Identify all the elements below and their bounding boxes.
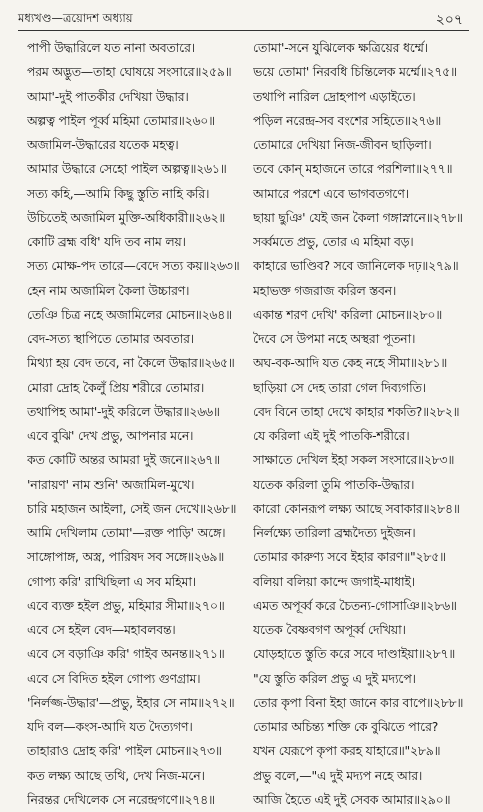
verse-line: যতেক করিলা তুমি পাতকি-উদ্ধার। xyxy=(253,476,415,492)
verse-line: মহাভক্ত গজরাজ করিল স্তবন। xyxy=(253,282,397,298)
right-column xyxy=(253,36,479,812)
verse-line: যদি বল—কংস-আদি যত দৈত্যগণ। xyxy=(27,719,193,734)
verse-line: আমারে পরশে এবে ভাগবতগণে। xyxy=(253,185,409,201)
verse-line: পড়িল নরেন্দ্র-সব বংশের সহিতে॥২৭৬॥ xyxy=(253,112,442,128)
verse-line: তাহারাও দ্রোহ করি' পাইল মোচন॥২৭৩॥ xyxy=(27,743,222,759)
verse-line: কোটি ব্রহ্ম বধি' যদি তব নাম লয়। xyxy=(27,234,186,249)
verse-line: ভয়ে তোমা' নিরবধি চিন্তিলেক মর্ম্মে॥২৭৫॥ xyxy=(253,64,457,80)
verse-line: এবে বুঝি' দেখ প্রভু, আপনার মনে। xyxy=(27,428,194,443)
verse-line: আমি দেখিলাম তোমা'—রক্ত পাড়ি' অঙ্গে। xyxy=(27,525,226,540)
verse-line: যে করিলা এই দুই পাতকি-শরীরে। xyxy=(253,428,410,443)
running-title: মধ্যখণ্ড—ত্রয়োদশ অধ্যায় xyxy=(18,11,133,25)
verse-line: পরম অদ্ভুত—তাহা ঘোষয়ে সংসারে॥২৫৯॥ xyxy=(27,64,232,80)
verse-line: মোরা দ্রোহ কৈলুঁ প্রিয় শরীরে তোমার। xyxy=(27,379,205,395)
verse-line: সত্য কহি,—আমি কিছু স্তুতি নাহি করি। xyxy=(27,185,210,201)
left-column xyxy=(27,36,245,812)
verse-line: তোমার কারুণ্য সবে ইহার কারণ॥"২৮৫॥ xyxy=(253,549,446,565)
verse-line: এবে ব্যক্ত হইল প্রভু, মহিমার সীমা॥২৭০॥ xyxy=(27,597,225,613)
verse-line: তোমা'-সনে যুঝিলেক ক্ষত্রিয়ের ধর্ম্মে। xyxy=(253,40,428,55)
verse-line: অজামিল-উদ্ধারের যতেক মহত্ব। xyxy=(27,137,179,152)
verse-line: সাক্ষাতে দেখিল ইহা সকল সংসারে॥২৮৩॥ xyxy=(253,452,455,468)
verse-line: আমার উদ্ধারে সেহো পাইল অল্পত্ব॥২৬১॥ xyxy=(27,161,227,177)
verse-line: উচিতেই অজামিল মুক্তি-অধিকারী॥২৬২॥ xyxy=(27,209,226,225)
verse-line: এবে সে বড়াঞি করি' গাইব অনন্ত॥২৭১॥ xyxy=(27,646,225,662)
verse-line: বেদ বিনে তাহা দেখে কাহার শকতি?॥২৮২॥ xyxy=(253,403,460,419)
page-number: ২০৭ xyxy=(435,12,463,28)
verse-line: তোমার অচিন্ত্য শক্তি কে বুঝিতে পারে? xyxy=(253,719,439,734)
verse-line: চারি মহাজন আইলা, সেই জন দেখে॥২৬৮॥ xyxy=(27,500,237,516)
verse-line: যখন যেরূপে কৃপা করহ যাহারে॥"২৮৯॥ xyxy=(253,743,441,759)
verse-line: তেঞি চিত্র নহে অজামিলের মোচন॥২৬৪॥ xyxy=(27,306,232,322)
verse-line: অল্পত্ব পাইল পূর্ব্ব মহিমা তোমার॥২৬০॥ xyxy=(27,112,215,128)
verse-line: যোড়হাতে স্তুতি করে সবে দাণ্ডাইয়া॥২৮৭॥ xyxy=(253,646,456,662)
verse-line: একান্ত শরণ দেখি' করিলা মোচন॥২৮০॥ xyxy=(253,306,443,322)
verse-line: প্রভু বলে,—"এ দুই মদ্যপ নহে আর। xyxy=(253,767,423,783)
verse-line: বেদ-সত্য স্থাপিতে তোমার অবতার। xyxy=(27,331,194,346)
verse-line: তথাপিহ আমা'-দুই করিলে উদ্ধার॥২৬৬॥ xyxy=(27,403,220,419)
verse-line: বলিয়া বলিয়া কান্দে জগাই-মাধাই। xyxy=(253,573,415,589)
verse-line: কত কোটি অন্তর আমরা দুই জনে॥২৬৭॥ xyxy=(27,452,220,468)
verse-line: আজি হৈতে এই দুই সেবক আমার॥২৯০॥ xyxy=(253,791,451,807)
verse-line: পাপী উদ্ধারিলে যত নানা অবতারে। xyxy=(27,40,195,55)
verse-line: হেন নাম অজামিল কৈলা উচ্চারণ। xyxy=(27,282,190,298)
verse-line: যতেক বৈষ্ণবগণ অপূর্ব্ব দেখিয়া। xyxy=(253,622,406,637)
verse-line: তথাপি নারিল দ্রোহপাপ এড়াইতে। xyxy=(253,88,416,104)
verse-line: ছায়া ছুঞি' যেই জন কৈলা গঙ্গাস্নানে॥২৭৮॥ xyxy=(253,209,463,225)
verse-line: সত্য মোক্ষ-পদ তারে—বেদে সত্য কয়॥২৬৩॥ xyxy=(27,258,240,274)
verse-line: "যে স্তুতি করিল প্রভু এ দুই মদ্যপে। xyxy=(253,670,416,686)
verse-line: অঘ-বক-আদি যত কেহ নহে সীমা॥২৮১॥ xyxy=(253,355,448,371)
verse-line: ছাড়িয়া সে দেহ তারা গেল দিব্যগতি। xyxy=(253,379,426,395)
verse-line: কাহারে ভাণ্ডিব? সবে জানিলেক দঢ়॥২৭৯॥ xyxy=(253,258,459,274)
verse-line: এবে সে হইল বেদ—মহাবলবন্ত। xyxy=(27,622,176,637)
verse-line: সর্ব্বমতে প্রভু, তোর এ মহিমা বড়। xyxy=(253,234,414,249)
verse-line: এবে সে বিদিত হইল গোপ্য গুণগ্রাম। xyxy=(27,670,201,686)
verse-line: এমত অপূর্ব্ব করে চৈতন্য-গোসাঞি॥২৮৬॥ xyxy=(253,597,457,613)
verse-line: নিরন্তর দেখিলেক সে নরেন্দ্রগণে॥২৭৪॥ xyxy=(27,791,215,807)
verse-line: গোপ্য করি' রাখিছিলা এ সব মহিমা। xyxy=(27,573,196,589)
verse-line: আমা'-দুই পাতকীর দেখিয়া উদ্ধার। xyxy=(27,88,189,104)
verse-line: সাঙ্গোপাঙ্গ, অস্ত্র, পারিষদ সব সঙ্গে॥২৬৯॥ xyxy=(27,549,225,565)
verse-line: দৈবে সে উপমা নহে অস্থরা পূতনা। xyxy=(253,331,416,346)
page-header xyxy=(18,6,469,31)
verse-line: 'নারায়ণ' নাম শুনি' অজামিল-মুখে। xyxy=(27,476,195,492)
verse-line: কারো কোনরূপ লক্ষ্য আছে সবাকার॥২৮৪॥ xyxy=(253,500,460,516)
verse-line: তবে কোন্ মহাজনে তারে পরশিলা॥২৭৭॥ xyxy=(253,161,453,177)
verse-line: কত লক্ষ্য আছে তথি, দেখ নিজ-মনে। xyxy=(27,767,205,783)
verse-line: মিথ্যা হয় বেদ তবে, না কৈলে উদ্ধার॥২৬৫॥ xyxy=(27,355,235,371)
verse-line: তোমারে দেখিয়া নিজ-জীবন ছাড়িলা। xyxy=(253,137,432,152)
verse-line: 'নির্লজ্জ-উদ্ধার'—প্রভু, ইহার সে নাম॥২৭২॥ xyxy=(27,694,235,710)
verse-line: নির্লক্ষ্যে তারিলা ব্রহ্মদৈত্য দুইজন। xyxy=(253,525,416,540)
verse-line: তোর কৃপা বিনা ইহা জানে কার বাপে॥২৮৮॥ xyxy=(253,694,464,710)
